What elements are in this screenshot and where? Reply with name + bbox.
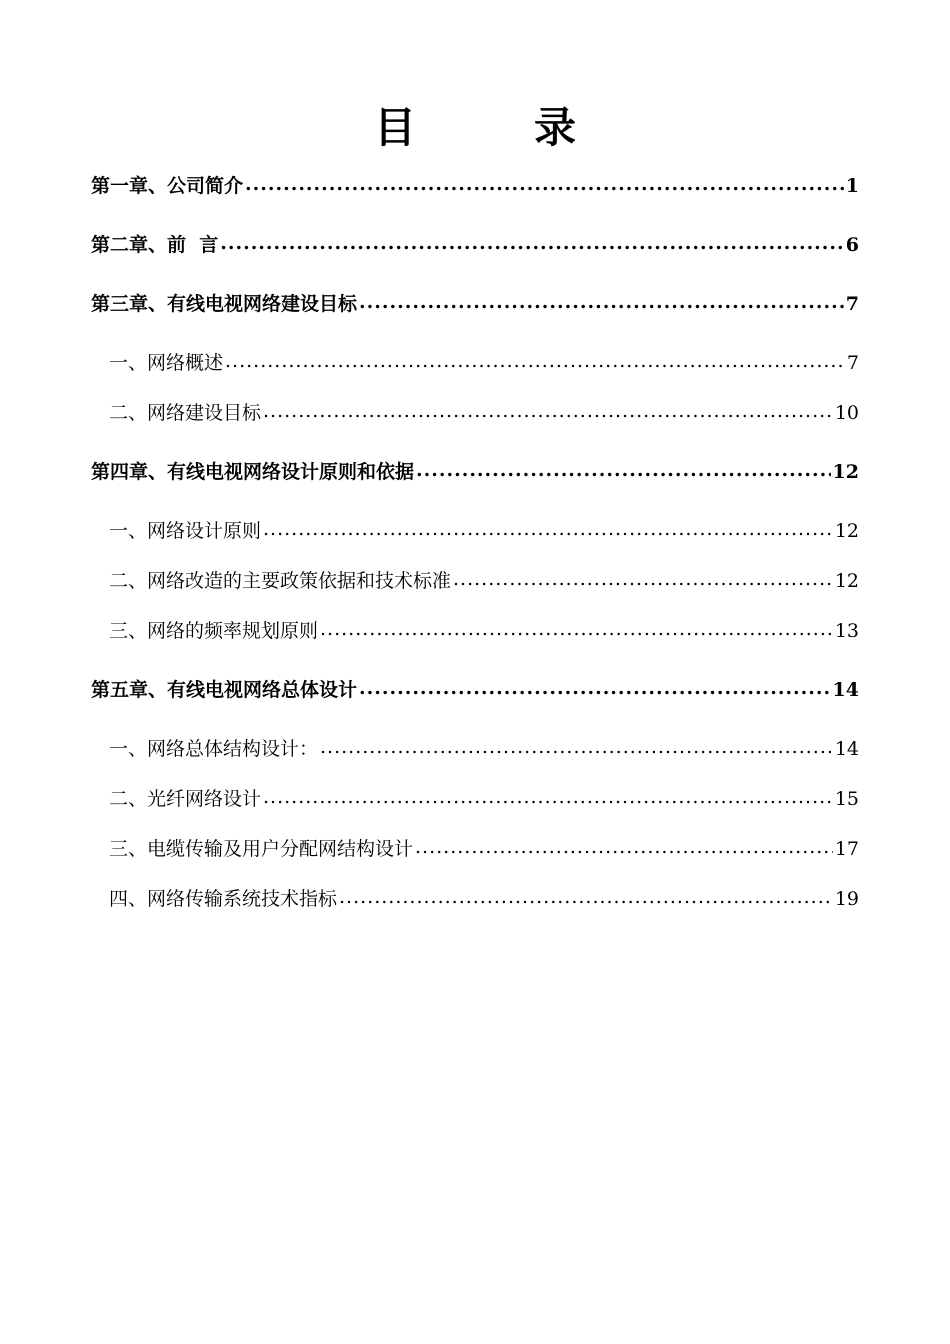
- toc-entry-page: 10: [834, 402, 859, 424]
- toc-entry-page: 19: [834, 888, 859, 910]
- toc-entry-label: 第三章、有线电视网络建设目标: [91, 293, 358, 315]
- toc-entry-page: 13: [834, 620, 859, 642]
- toc-entry-page: 12: [834, 520, 859, 542]
- toc-entry-page: 6: [845, 234, 859, 256]
- toc-title-char-1: 目: [373, 103, 416, 152]
- toc-entry-section-4-1[interactable]: [91, 516, 859, 544]
- dot-leader: [320, 618, 833, 637]
- toc-entry-section-5-1[interactable]: [91, 734, 859, 762]
- toc-entry-page: 12: [832, 461, 859, 483]
- toc-entry-chapter-5[interactable]: [91, 675, 859, 703]
- toc-entry-label: 二、网络改造的主要政策依据和技术标准: [109, 570, 452, 592]
- dot-leader: [263, 400, 833, 419]
- toc-entry-label: 一、网络设计原则: [109, 520, 262, 542]
- toc-entry-page: 12: [834, 570, 859, 592]
- toc-title: [0, 98, 950, 158]
- dot-leader: [416, 459, 831, 478]
- dot-leader: [359, 677, 831, 696]
- toc-entry-chapter-3[interactable]: [91, 289, 859, 317]
- toc-entry-label: 一、网络概述: [109, 352, 224, 374]
- toc-entry-section-4-2[interactable]: [91, 566, 859, 594]
- dot-leader: [339, 886, 833, 905]
- toc-entry-label: 第四章、有线电视网络设计原则和依据: [91, 461, 415, 483]
- dot-leader: [415, 836, 833, 855]
- toc-entry-section-3-1[interactable]: [91, 348, 859, 376]
- toc-entry-page: 14: [832, 679, 859, 701]
- toc-entry-label: 二、光纤网络设计: [109, 788, 262, 810]
- toc-entry-page: 17: [834, 838, 859, 860]
- toc-entry-label: 四、网络传输系统技术指标: [109, 888, 338, 910]
- toc-title-char-2: 录: [534, 103, 577, 152]
- toc-entry-section-3-2[interactable]: [91, 398, 859, 426]
- dot-leader: [320, 736, 833, 755]
- toc-entry-label: 第五章、有线电视网络总体设计: [91, 679, 358, 701]
- toc-entry-chapter-2[interactable]: [91, 230, 859, 258]
- dot-leader: [225, 350, 845, 369]
- toc-entry-page: 15: [834, 788, 859, 810]
- toc-entry-section-5-2[interactable]: [91, 784, 859, 812]
- toc-entry-section-5-4[interactable]: [91, 884, 859, 912]
- toc-entry-page: 7: [845, 293, 859, 315]
- toc-entry-chapter-1[interactable]: [91, 171, 859, 199]
- dot-leader: [359, 291, 844, 310]
- toc-entry-section-4-3[interactable]: [91, 616, 859, 644]
- toc-entry-label: 三、网络的频率规划原则: [109, 620, 319, 642]
- toc-entry-page: 14: [834, 738, 859, 760]
- toc-entry-chapter-4[interactable]: [91, 457, 859, 485]
- dot-leader: [245, 173, 844, 192]
- toc-entry-label: 第一章、公司简介: [91, 175, 244, 197]
- toc-entry-page: 1: [845, 175, 859, 197]
- dot-leader: [263, 786, 833, 805]
- dot-leader: [453, 568, 833, 587]
- toc-entry-section-5-3[interactable]: [91, 834, 859, 862]
- toc-entry-page: 7: [846, 352, 859, 374]
- dot-leader: [220, 232, 844, 251]
- toc-entry-label: 三、电缆传输及用户分配网结构设计: [109, 838, 414, 860]
- dot-leader: [263, 518, 833, 537]
- toc-entry-label: 第二章、前 言: [91, 234, 219, 256]
- toc-entry-label: 一、网络总体结构设计：: [109, 738, 319, 760]
- toc-entry-label: 二、网络建设目标: [109, 402, 262, 424]
